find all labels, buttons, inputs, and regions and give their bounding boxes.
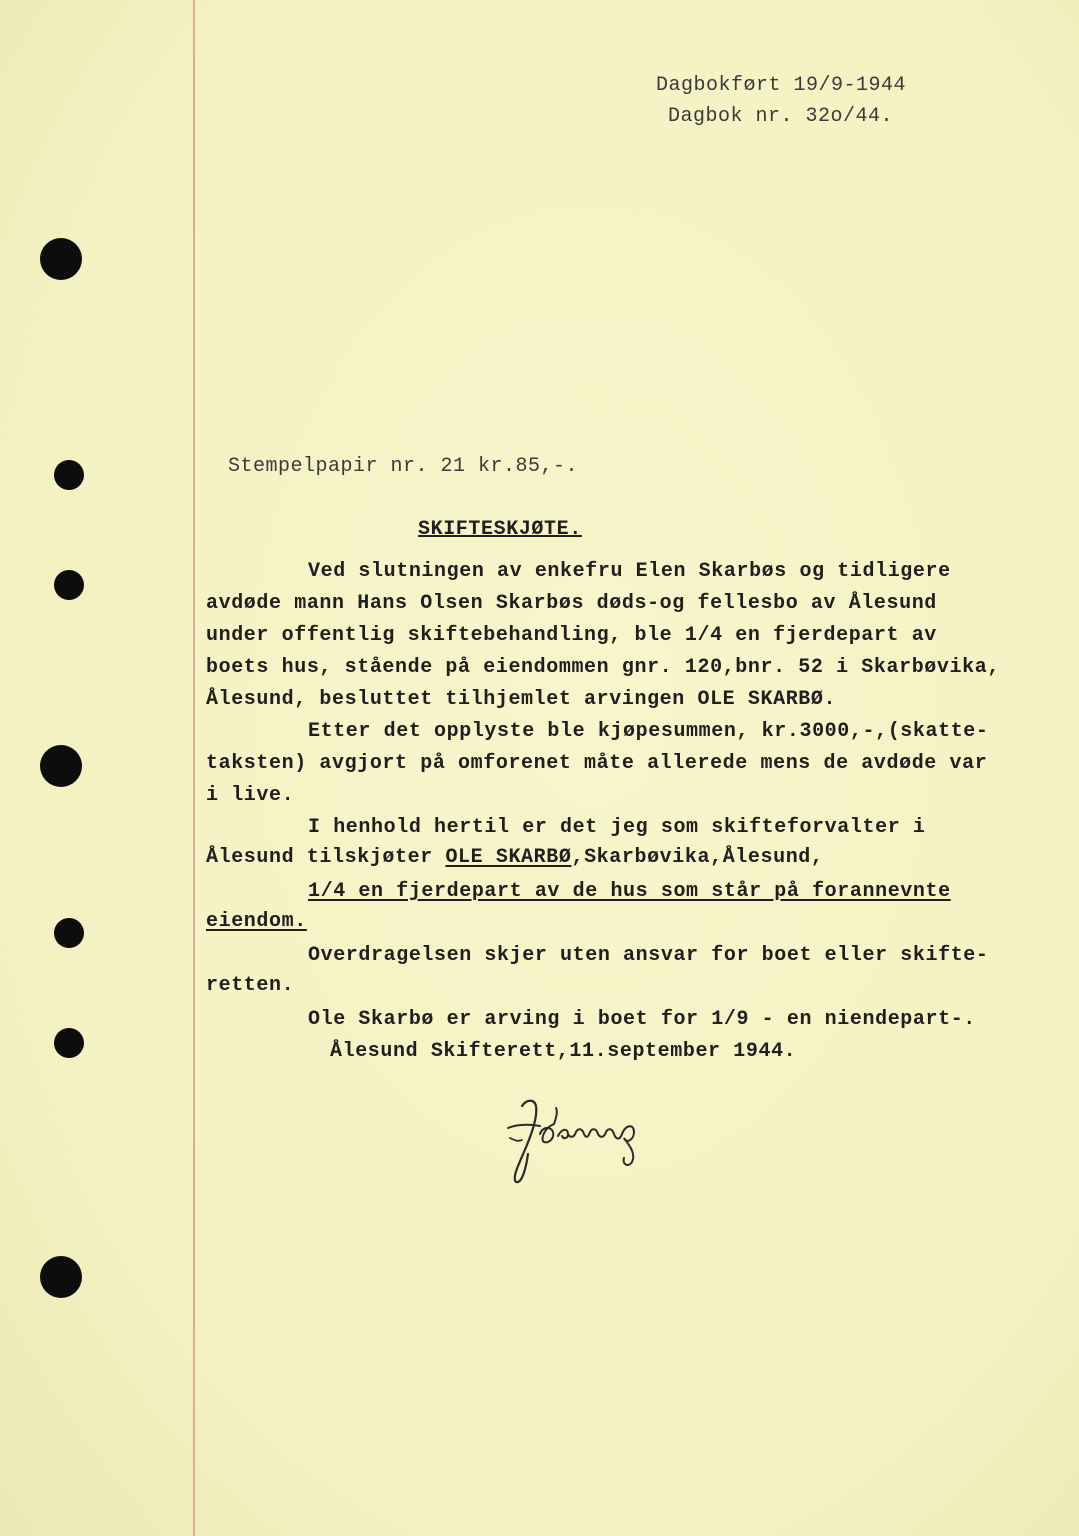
document-title: SKIFTESKJØTE. (418, 518, 582, 541)
body-line: Ved slutningen av enkefru Elen Skarbøs og tidligere (308, 560, 951, 583)
body-line: i live. (206, 784, 295, 807)
stamp-paper-line: Stempelpapir nr. 21 kr.85,-. (228, 455, 579, 478)
conveyed-share-line: eiendom. (206, 910, 307, 933)
place-date-line: Ålesund Skifterett,11.september 1944. (330, 1040, 797, 1063)
body-line: Overdragelsen skjer uten ansvar for boet eller skifte- (308, 944, 989, 967)
binder-hole (40, 1256, 82, 1298)
body-text: Ålesund tilskjøter (206, 846, 446, 869)
body-line: I henhold hertil er det jeg som skifteforvalter i (308, 816, 926, 839)
body-line: avdøde mann Hans Olsen Skarbøs døds-og fellesbo av Ålesund (206, 592, 937, 615)
binder-hole (40, 745, 82, 787)
signature (500, 1088, 670, 1188)
body-line: under offentlig skiftebehandling, ble 1/4 en fjerdepart av (206, 624, 937, 647)
binder-hole (54, 570, 84, 600)
heir-name: OLE SKARBØ (445, 846, 572, 869)
binder-hole (54, 460, 84, 490)
body-text: ,Skarbøvika,Ålesund, (571, 846, 824, 869)
body-line: taksten) avgjort på omforenet måte allerede mens de avdøde var (206, 752, 988, 775)
body-line (206, 846, 824, 869)
body-line: boets hus, stående på eiendommen gnr. 120,bnr. 52 i Skarbøvika, (206, 656, 1000, 679)
dagbokfort-stamp: Dagbokført 19/9-1944 (656, 74, 907, 97)
body-line: retten. (206, 974, 295, 997)
binder-hole (40, 238, 82, 280)
conveyed-share-line: 1/4 en fjerdepart av de hus som står på forannevnte (308, 880, 951, 903)
body-line: Ole Skarbø er arving i boet for 1/9 - en niendepart-. (308, 1008, 976, 1031)
margin-rule (193, 0, 195, 1536)
dagbok-number: Dagbok nr. 32o/44. (668, 105, 894, 128)
binder-hole (54, 1028, 84, 1058)
body-line: Ålesund, besluttet tilhjemlet arvingen OLE SKARBØ. (206, 688, 837, 711)
binder-hole (54, 918, 84, 948)
body-line: Etter det opplyste ble kjøpesummen, kr.3000,-,(skatte- (308, 720, 989, 743)
